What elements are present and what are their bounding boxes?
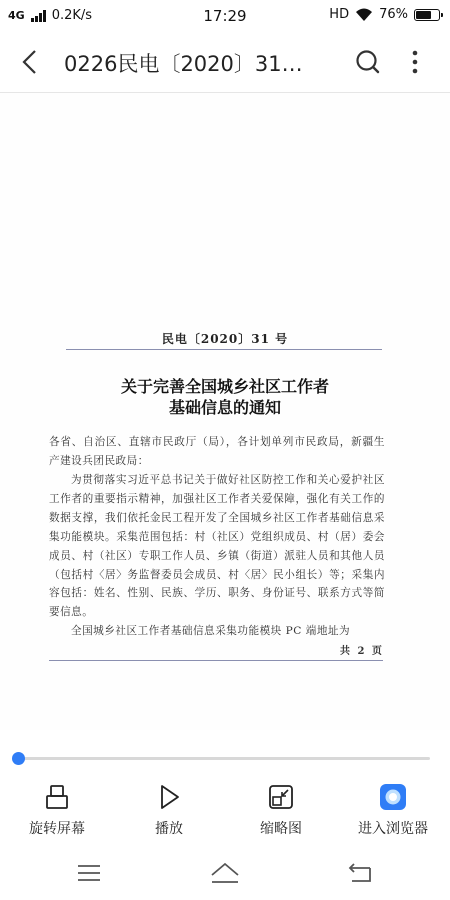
page-slider-thumb[interactable]	[12, 752, 25, 765]
menu-nav-button[interactable]	[74, 861, 104, 885]
battery-icon	[414, 9, 440, 21]
footer-rule	[49, 660, 383, 661]
thumbnail-icon	[268, 784, 294, 810]
play-icon	[156, 784, 182, 810]
back-icon	[14, 46, 46, 78]
more-options-button[interactable]	[402, 46, 428, 78]
back-button[interactable]	[14, 46, 46, 78]
status-bar	[0, 0, 450, 32]
open-browser-button[interactable]	[338, 780, 448, 842]
back-nav-button[interactable]	[346, 861, 376, 885]
home-nav-button[interactable]	[209, 861, 239, 885]
wifi-icon	[355, 8, 373, 22]
rotate-icon	[44, 784, 70, 810]
status-right	[329, 7, 440, 22]
search-button[interactable]	[352, 46, 384, 78]
heading-line-2: 基础信息的通知	[168, 398, 281, 417]
heading-line-1: 关于完善全国城乡社区工作者	[120, 377, 329, 396]
return-icon	[346, 861, 376, 885]
document-heading	[60, 376, 390, 418]
battery-fill	[416, 11, 431, 19]
bottom-toolbar	[0, 780, 450, 842]
battery-percent: 76%	[379, 7, 408, 22]
thumbnail-button[interactable]	[226, 780, 336, 842]
document-page	[0, 93, 450, 730]
thumbnail-label: 缩略图	[260, 821, 302, 837]
menu-icon	[74, 861, 104, 885]
system-nav-bar	[0, 845, 450, 900]
document-number: 民电〔2020〕31 号	[161, 332, 289, 346]
browser-icon	[380, 784, 406, 810]
home-icon	[209, 861, 241, 885]
document-title: 0226民电〔2020〕31…	[64, 52, 303, 76]
play-button[interactable]	[114, 780, 224, 842]
more-icon	[402, 46, 428, 78]
document-viewer[interactable]	[0, 93, 450, 730]
rotate-screen-button[interactable]	[2, 780, 112, 842]
play-label: 播放	[155, 821, 183, 837]
page-slider-track[interactable]	[18, 757, 430, 760]
paragraph-address: 全国城乡社区工作者基础信息采集功能模块 PC 端地址为	[71, 625, 351, 637]
title-bar	[0, 32, 450, 93]
rotate-screen-label: 旋转屏幕	[29, 821, 85, 837]
page-count: 共 2 页	[340, 646, 384, 657]
page-slider-area	[0, 730, 450, 780]
hd-indicator: HD	[329, 7, 350, 22]
network-type: 4G	[8, 9, 25, 22]
network-speed: 0.2K/s	[51, 8, 93, 23]
clock: 17:29	[203, 7, 247, 25]
header-rule	[66, 349, 382, 350]
paragraph-salutation: 各省、自治区、直辖市民政厅（局），各计划单列市民政局，新疆生产建设兵团民政局：	[49, 436, 385, 467]
paragraph-body: 为贯彻落实习近平总书记关于做好社区防控工作和关心爱护社区工作者的重要指示精神，加强社区工作者关爱保障，强化有关工作的数据支撑，我们依托金民工程开发了全国城乡社区工作者基础信息采集功能模块。采集范围包括：村（社区）党组织成员、村（居）委会成员、村（社区）专职工作人员、乡镇（街道）派驻人员和其他人员（包括村〈居〉务监督委员会成员、村〈居〉民小组长）等；采集内容包括：姓名、性别、民族、学历、职务、身份证号、联系方式等简要信息。	[49, 474, 385, 619]
open-browser-label: 进入浏览器	[358, 821, 428, 837]
search-icon	[352, 46, 384, 78]
